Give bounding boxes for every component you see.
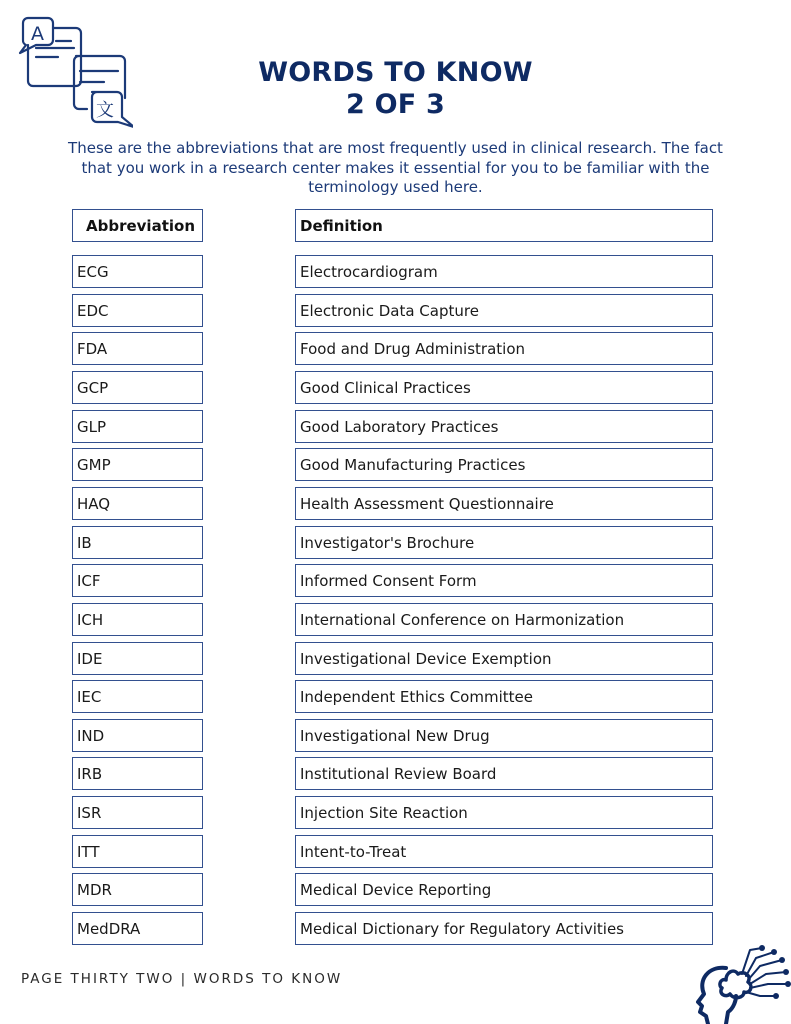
abbreviation-cell: IRB <box>72 757 203 790</box>
abbreviation-cell: HAQ <box>72 487 203 520</box>
definition-cell: International Conference on Harmonization <box>295 603 713 636</box>
definition-cell: Investigator's Brochure <box>295 526 713 559</box>
page-subtitle: 2 OF 3 <box>346 89 445 120</box>
abbreviation-cell: FDA <box>72 332 203 365</box>
definition-cell: Electrocardiogram <box>295 255 713 288</box>
abbreviation-cell: IND <box>72 719 203 752</box>
page-footer: PAGE THIRTY TWO | WORDS TO KNOW <box>21 971 343 987</box>
definition-column-header: Definition <box>295 209 713 242</box>
definition-cell: Institutional Review Board <box>295 757 713 790</box>
definition-cell: Health Assessment Questionnaire <box>295 487 713 520</box>
definition-cell: Medical Device Reporting <box>295 873 713 906</box>
abbreviation-cell: ECG <box>72 255 203 288</box>
definition-cell: Electronic Data Capture <box>295 294 713 327</box>
abbreviation-cell: ICF <box>72 564 203 597</box>
abbreviation-cell: ICH <box>72 603 203 636</box>
abbreviation-cell: GLP <box>72 410 203 443</box>
definition-cell: Investigational New Drug <box>295 719 713 752</box>
page-title: WORDS TO KNOW <box>258 57 533 88</box>
definition-cell: Good Clinical Practices <box>295 371 713 404</box>
svg-text:文: 文 <box>96 100 114 121</box>
abbreviation-cell: ITT <box>72 835 203 868</box>
abbreviation-cell: GMP <box>72 448 203 481</box>
abbreviation-cell: MedDRA <box>72 912 203 945</box>
definition-cell: Intent-to-Treat <box>295 835 713 868</box>
abbreviation-cell: IB <box>72 526 203 559</box>
abbreviation-cell: ISR <box>72 796 203 829</box>
abbreviation-cell: MDR <box>72 873 203 906</box>
abbreviation-cell: IEC <box>72 680 203 713</box>
definition-cell: Good Laboratory Practices <box>295 410 713 443</box>
svg-text:A: A <box>31 23 44 45</box>
definition-cell: Injection Site Reaction <box>295 796 713 829</box>
head-brain-circuit-icon <box>690 940 791 1024</box>
definition-cell: Investigational Device Exemption <box>295 642 713 675</box>
definition-cell: Independent Ethics Committee <box>295 680 713 713</box>
abbreviation-cell: EDC <box>72 294 203 327</box>
abbreviation-column-header: Abbreviation <box>72 209 203 242</box>
definition-cell: Food and Drug Administration <box>295 332 713 365</box>
definition-cell: Medical Dictionary for Regulatory Activities <box>295 912 713 945</box>
intro-text: These are the abbreviations that are most frequently used in clinical research. The fact that you work in a research center makes it essential for you to be familiar with the terminology used here. <box>68 139 723 196</box>
abbreviation-cell: IDE <box>72 642 203 675</box>
definition-cell: Good Manufacturing Practices <box>295 448 713 481</box>
abbreviation-cell: GCP <box>72 371 203 404</box>
definition-cell: Informed Consent Form <box>295 564 713 597</box>
